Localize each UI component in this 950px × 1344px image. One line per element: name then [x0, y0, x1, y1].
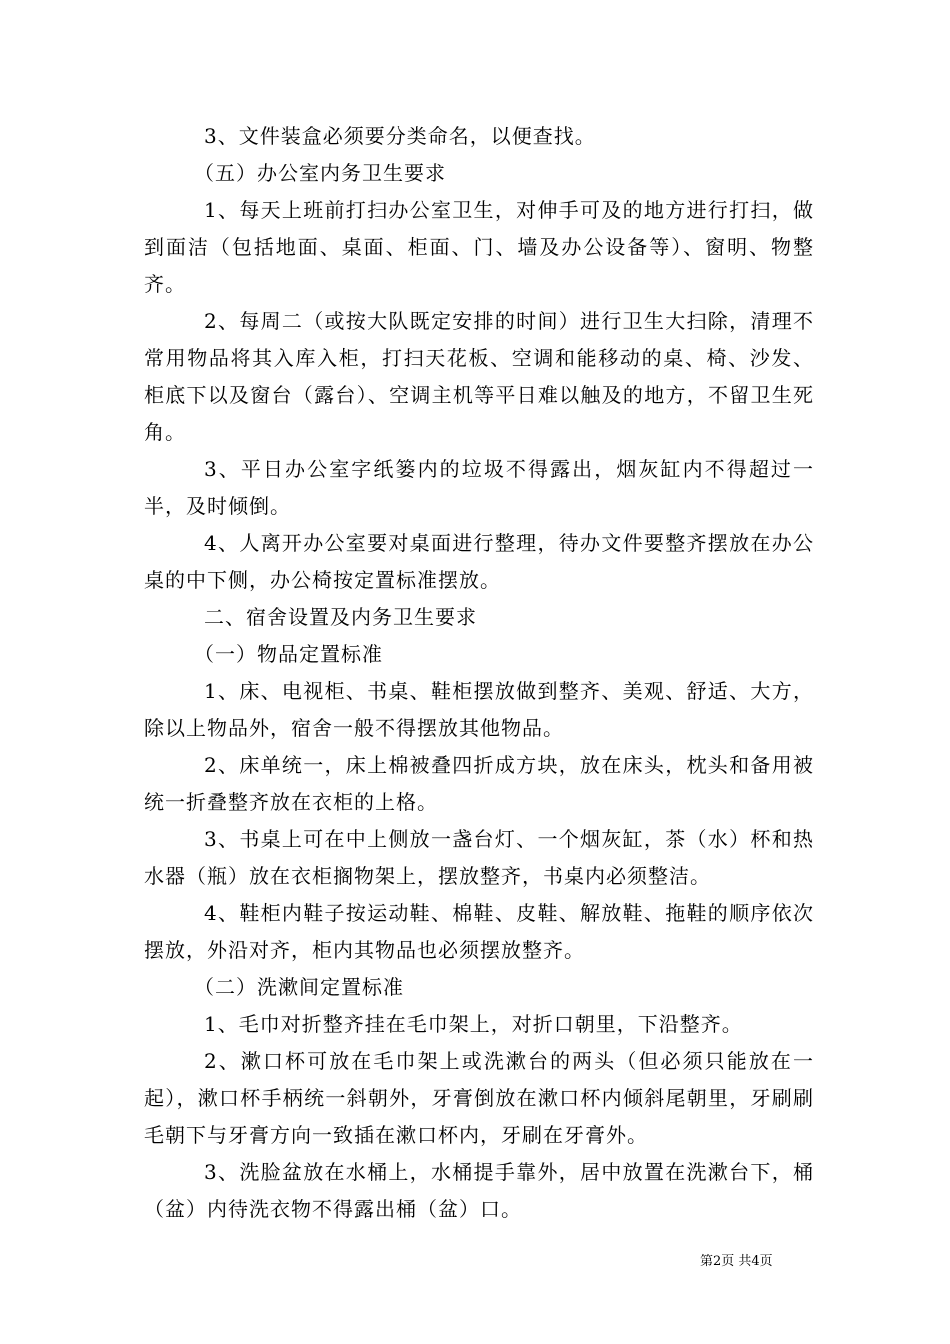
paragraph-cup: 2、漱口杯可放在毛巾架上或洗漱台的两头（但必须只能放在一起），漱口杯手柄统一斜朝外，牙膏倒放在漱口杯内倾斜尾朝里，牙刷刷毛朝下与牙膏方向一致插在漱口杯内，牙刷在牙膏外。	[144, 1049, 814, 1147]
document-body	[144, 118, 814, 1228]
heading-washroom: （二）洗漱间定置标准	[194, 975, 404, 999]
paragraph-file-boxing: 3、文件装盒必须要分类命名，以便查找。	[204, 124, 596, 148]
paragraph-bedding: 2、床单统一，床上棉被叠四折成方块，放在床头，枕头和备用被统一折叠整齐放在衣柜的上格。	[144, 753, 814, 814]
heading-dormitory: 二、宿舍设置及内务卫生要求	[204, 605, 477, 629]
paragraph-basin: 3、洗脸盆放在水桶上，水桶提手靠外，居中放置在洗漱台下，桶（盆）内待洗衣物不得露出桶（盆）口。	[144, 1160, 814, 1221]
paragraph-daily-cleaning: 1、每天上班前打扫办公室卫生，对伸手可及的地方进行打扫，做到面洁（包括地面、桌面、柜面、门、墙及办公设备等）、窗明、物整齐。	[144, 198, 814, 296]
paragraph-shoe-cabinet: 4、鞋柜内鞋子按运动鞋、棉鞋、皮鞋、解放鞋、拖鞋的顺序依次摆放，外沿对齐，柜内其物品也必须摆放整齐。	[144, 901, 814, 962]
page-number: 第2页 共4页	[700, 1254, 773, 1269]
paragraph-wastebasket: 3、平日办公室字纸篓内的垃圾不得露出，烟灰缸内不得超过一半，及时倾倒。	[144, 457, 814, 518]
paragraph-desk: 3、书桌上可在中上侧放一盏台灯、一个烟灰缸，茶（水）杯和热水器（瓶）放在衣柜搁物架上，摆放整齐，书桌内必须整洁。	[144, 827, 814, 888]
paragraph-weekly-cleaning: 2、每周二（或按大队既定安排的时间）进行卫生大扫除，清理不常用物品将其入库入柜，打扫天花板、空调和能移动的桌、椅、沙发、柜底下以及窗台（露台）、空调主机等平日难以触及的地方，不留卫生死角。	[144, 309, 814, 444]
paragraph-towel: 1、毛巾对折整齐挂在毛巾架上，对折口朝里，下沿整齐。	[204, 1012, 743, 1036]
paragraph-furniture: 1、床、电视柜、书桌、鞋柜摆放做到整齐、美观、舒适、大方，除以上物品外，宿舍一般不得摆放其他物品。	[144, 679, 814, 740]
paragraph-leaving-office: 4、人离开办公室要对桌面进行整理，待办文件要整齐摆放在办公桌的中下侧，办公椅按定置标准摆放。	[144, 531, 814, 592]
heading-office-hygiene: （五）办公室内务卫生要求	[194, 161, 446, 185]
heading-item-placement: （一）物品定置标准	[194, 642, 383, 666]
